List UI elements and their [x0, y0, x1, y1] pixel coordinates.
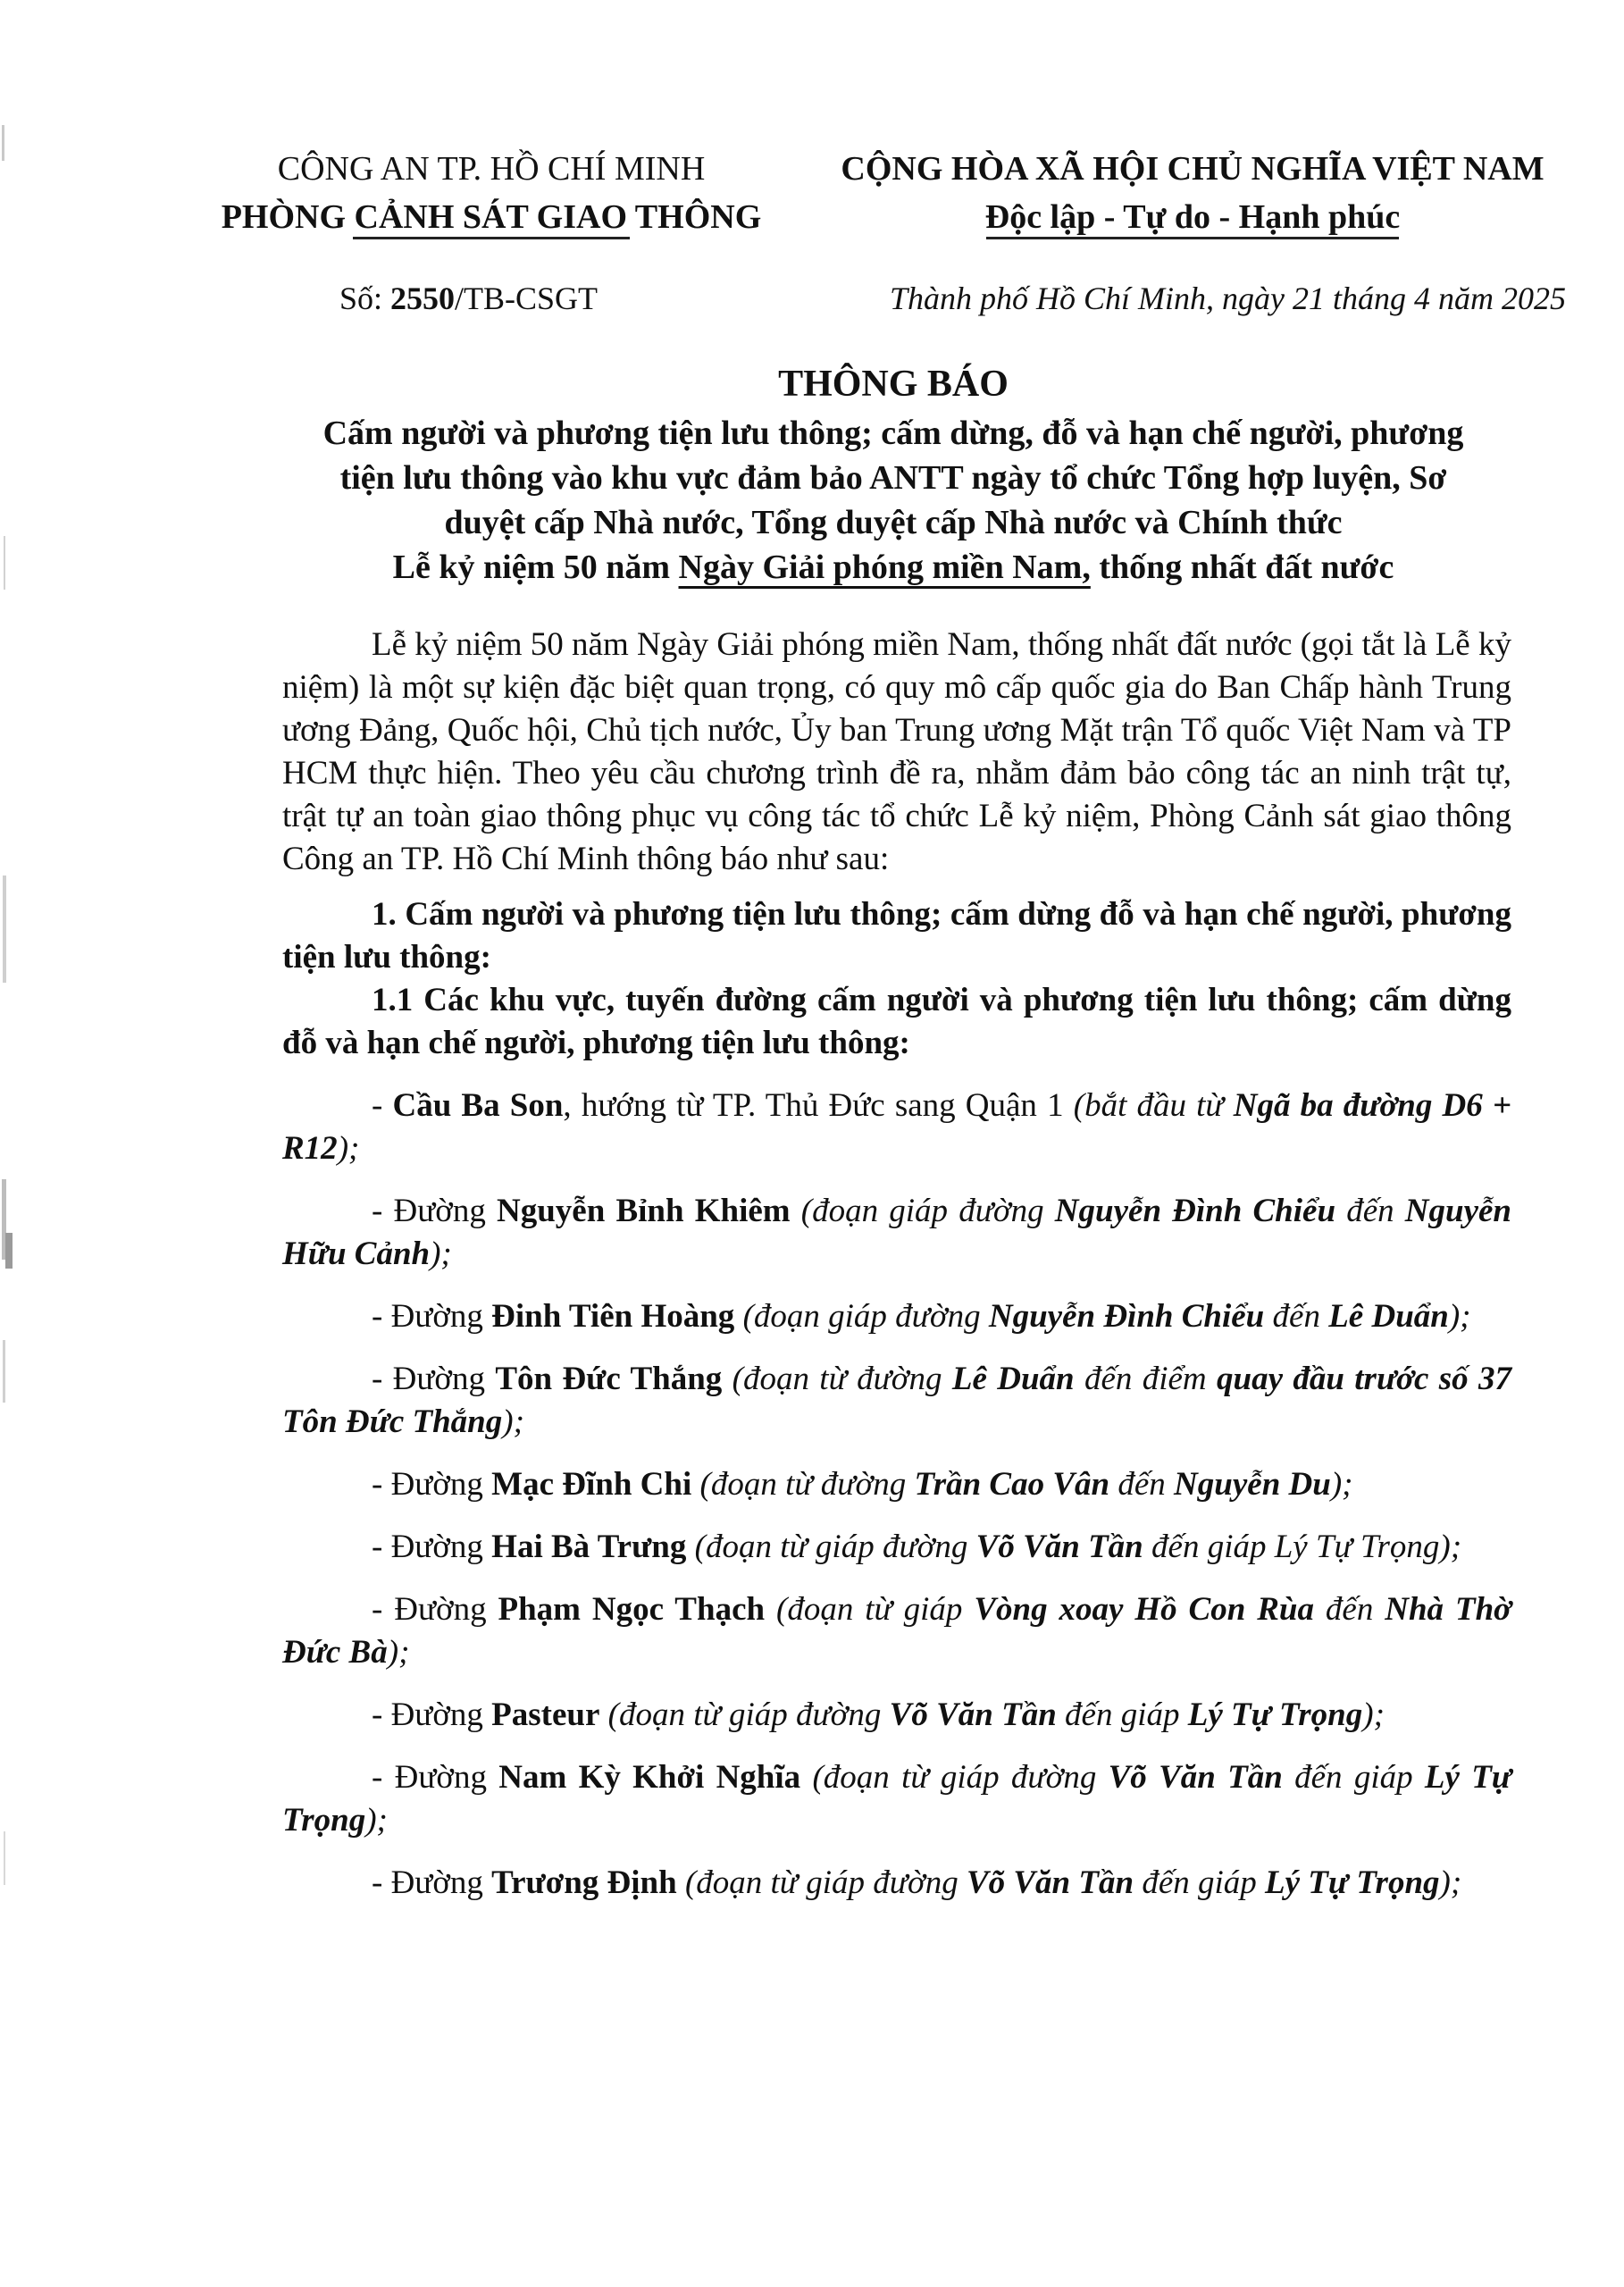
item-part-c — [691, 1466, 699, 1503]
item-part-c: , hướng từ TP. Thủ Đức sang Quận 1 — [563, 1087, 1074, 1124]
item-part-f: đến điểm — [1074, 1361, 1217, 1397]
national-header — [808, 145, 1577, 241]
item-part-g: Lý Tự Trọng — [1265, 1864, 1440, 1901]
scan-noise-decoration — [0, 0, 36, 2287]
item-part-h: ); — [430, 1236, 452, 1272]
item-part-b: Cầu Ba Son — [392, 1087, 564, 1124]
item-part-d: (đoạn từ đường — [699, 1466, 915, 1503]
restricted-roads-list — [282, 1085, 1511, 1905]
item-part-c — [677, 1864, 685, 1901]
subject-line-4-underlined: Ngày Giải phóng miền Nam, — [678, 549, 1091, 586]
item-part-f: đến — [1335, 1193, 1405, 1229]
doc-number-suffix: /TB-CSGT — [455, 281, 599, 316]
item-part-h: ); — [1448, 1298, 1471, 1335]
document-number — [339, 280, 598, 317]
item-part-d: (đoạn từ giáp đường — [812, 1759, 1109, 1796]
agency-header — [170, 145, 813, 241]
item-part-e: Ngã ba đường D6 + R12 — [282, 1087, 1511, 1167]
list-item — [282, 1358, 1511, 1444]
item-part-g: Lý Tự Trọng — [1187, 1696, 1363, 1733]
item-part-a: - Đường — [372, 1529, 492, 1565]
subject-line-4-part-a: Lễ kỷ niệm 50 năm — [392, 549, 679, 586]
item-part-g: Nguyễn Du — [1174, 1466, 1331, 1503]
item-part-e: Lê Duẩn — [951, 1361, 1075, 1397]
item-part-e: Trần Cao Vân — [914, 1466, 1110, 1503]
item-part-a: - Đường — [372, 1466, 492, 1503]
item-part-d: (đoạn từ giáp — [776, 1591, 975, 1628]
item-part-g: Nhà Thờ Đức Bà — [282, 1591, 1511, 1671]
item-part-d: (bắt đầu từ — [1073, 1087, 1234, 1124]
item-part-e: Nguyễn Đình Chiểu — [988, 1298, 1265, 1335]
item-part-d: (đoạn từ giáp đường — [684, 1864, 967, 1901]
item-part-g: Lê Duẩn — [1328, 1298, 1449, 1335]
item-part-e: Võ Văn Tần — [889, 1696, 1057, 1733]
item-part-e: Vòng xoay Hồ Con Rùa — [974, 1591, 1314, 1628]
item-part-b: Hai Bà Trưng — [491, 1529, 687, 1565]
item-part-d: (đoạn giáp đường — [742, 1298, 989, 1335]
item-part-f: đến — [1264, 1298, 1329, 1335]
item-part-f: đến giáp — [1282, 1759, 1425, 1796]
intro-paragraph: Lễ kỷ niệm 50 năm Ngày Giải phóng miền Nam, thống nhất đất nước (gọi tắt là Lễ kỷ niệm) là một sự kiện đặc biệt quan trọng, có quy mô cấp quốc gia do Ban Chấp hành Trung ương Đảng, Quốc hội, Chủ tịch nước, Ủy ban Trung ương Mặt trận Tổ quốc Việt Nam và TP HCM thực hiện. Theo yêu cầu chương trình đề ra, nhằm đảm bảo công tác an ninh trật tự, trật tự an toàn giao thông phục vụ công tác tổ chức Lễ kỷ niệm, Phòng Cảnh sát giao thông Công an TP. Hồ Chí Minh thông báo như sau: — [282, 626, 1511, 877]
nation-motto: Độc lập - Tự do - Hạnh phúc — [984, 198, 1401, 236]
item-part-a: - Đường — [372, 1298, 492, 1335]
list-item — [282, 1085, 1511, 1170]
item-part-e: Võ Văn Tần — [975, 1529, 1143, 1565]
notice-heading: THÔNG BÁO — [778, 364, 1009, 405]
item-part-a: - Đường — [372, 1696, 492, 1733]
doc-number-value: 2550 — [390, 281, 456, 316]
item-part-a: - Đường — [372, 1864, 492, 1901]
section-1-1-heading: 1.1 Các khu vực, tuyến đường cấm người và phương tiện lưu thông; cấm dừng đỗ và hạn chế người, phương tiện lưu thông: — [282, 982, 1511, 1061]
item-part-c — [722, 1361, 732, 1397]
item-part-h: ); — [1439, 1864, 1462, 1901]
item-part-h: ); — [365, 1802, 388, 1839]
item-part-d: (đoạn từ giáp đường — [607, 1696, 890, 1733]
item-part-h: ); — [387, 1634, 410, 1671]
item-part-c — [791, 1193, 801, 1229]
item-part-a: - Đường — [372, 1591, 498, 1628]
item-part-b: Tôn Đức Thắng — [495, 1361, 723, 1397]
notice-subject-line-1: Cấm người và phương tiện lưu thông; cấm dừng, đỗ và hạn chế người, phương — [322, 415, 1464, 452]
item-part-a: - Đường — [372, 1193, 497, 1229]
item-part-c — [599, 1696, 607, 1733]
motto-underline — [986, 237, 1399, 239]
item-part-g: Nguyễn Hữu Cảnh — [282, 1193, 1512, 1272]
document-body — [282, 624, 1511, 1905]
item-part-a: - — [372, 1087, 393, 1124]
list-item — [282, 1588, 1511, 1674]
item-part-h: ); — [1362, 1696, 1385, 1733]
item-part-f: đến giáp — [1134, 1864, 1266, 1901]
agency-line-2: PHÒNG CẢNH SÁT GIAO THÔNG — [221, 198, 762, 236]
item-part-f: đến — [1109, 1466, 1175, 1503]
item-part-h: ); — [502, 1403, 524, 1440]
notice-subject-line-4 — [268, 545, 1519, 590]
item-part-f: đến giáp — [1056, 1696, 1188, 1733]
item-part-b: Nguyễn Bỉnh Khiêm — [496, 1193, 791, 1229]
item-part-b: Trương Định — [491, 1864, 677, 1901]
item-part-d: (đoạn giáp đường — [800, 1193, 1055, 1229]
item-part-b: Pasteur — [491, 1696, 600, 1733]
item-part-d: (đoạn từ đường — [732, 1361, 952, 1397]
item-part-a: - Đường — [372, 1361, 496, 1397]
item-part-e: Nguyễn Đình Chiểu — [1054, 1193, 1336, 1229]
item-part-f: đến — [1313, 1591, 1385, 1628]
item-part-f: ); — [337, 1130, 360, 1167]
doc-number-prefix: Số: — [339, 281, 391, 316]
item-part-c — [765, 1591, 776, 1628]
item-part-g: quay đầu trước số 37 Tôn Đức Thắng — [282, 1361, 1511, 1440]
nation-line-1: CỘNG HÒA XÃ HỘI CHỦ NGHĨA VIỆT NAM — [841, 150, 1544, 188]
item-part-b: Mạc Đĩnh Chi — [491, 1466, 692, 1503]
list-item — [282, 1756, 1511, 1842]
section-1-heading: 1. Cấm người và phương tiện lưu thông; cấm dừng đỗ và hạn chế người, phương tiện lưu thông: — [282, 896, 1511, 976]
notice-subject-line-3: duyệt cấp Nhà nước, Tổng duyệt cấp Nhà nước và Chính thức — [444, 504, 1343, 541]
list-item — [282, 1694, 1511, 1737]
item-part-a: - Đường — [372, 1759, 499, 1796]
item-part-b: Đinh Tiên Hoàng — [491, 1298, 735, 1335]
item-part-c — [686, 1529, 694, 1565]
item-part-d: (đoạn từ giáp đường — [694, 1529, 976, 1565]
item-part-c — [800, 1759, 812, 1796]
list-item — [282, 1526, 1511, 1569]
item-part-f: đến giáp Lý Tự Trọng); — [1143, 1529, 1462, 1565]
notice-title-block — [268, 357, 1519, 590]
notice-subject-line-2: tiện lưu thông vào khu vực đảm bảo ANTT ngày tổ chức Tổng hợp luyện, Sơ — [339, 459, 1447, 497]
date-line: Thành phố Hồ Chí Minh, ngày 21 tháng 4 năm 2025 — [889, 281, 1566, 316]
item-part-g: Lý Tự Trọng — [282, 1759, 1511, 1839]
list-item — [282, 1463, 1511, 1506]
item-part-b: Nam Kỳ Khởi Nghĩa — [498, 1759, 801, 1796]
list-item — [282, 1862, 1511, 1905]
item-part-e: Võ Văn Tần — [966, 1864, 1134, 1901]
item-part-e: Võ Văn Tần — [1108, 1759, 1283, 1796]
agency-line-1: CÔNG AN TP. HỒ CHÍ MINH — [277, 150, 706, 188]
list-item — [282, 1295, 1511, 1338]
list-item — [282, 1190, 1511, 1276]
subject-line-4-part-b: thống nhất đất nước — [1090, 549, 1394, 586]
item-part-c — [734, 1298, 742, 1335]
agency-underline — [353, 237, 630, 239]
item-part-h: ); — [1330, 1466, 1353, 1503]
item-part-b: Phạm Ngọc Thạch — [498, 1591, 766, 1628]
